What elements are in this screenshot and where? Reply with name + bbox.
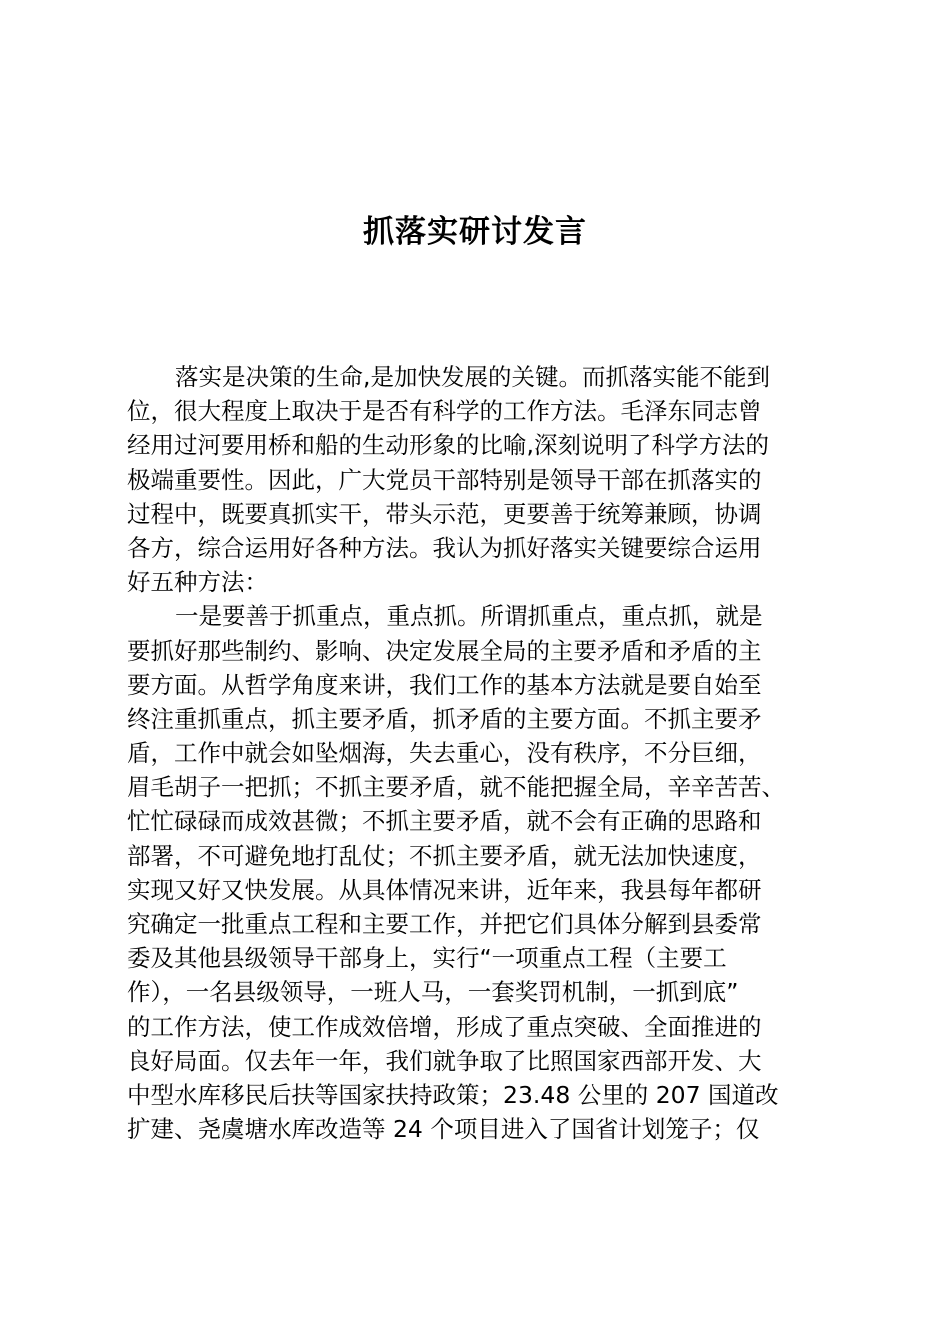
paragraph-line: 一是要善于抓重点，重点抓。所谓抓重点，重点抓，就是 (175, 602, 763, 631)
paragraph-line: 部署，不可避免地打乱仗；不抓主要矛盾，就无法加快速度， (127, 841, 762, 870)
paragraph-line: 要抓好那些制约、影响、决定发展全局的主要矛盾和矛盾的主 (127, 636, 762, 665)
paragraph-line: 实现又好又快发展。从具体情况来讲，近年来，我县每年都研 (127, 875, 762, 904)
paragraph-line: 忙忙碌碌而成效甚微；不抓主要矛盾，就不会有正确的思路和 (127, 807, 762, 836)
paragraph-line: 良好局面。仅去年一年，我们就争取了比照国家西部开发、大 (127, 1046, 762, 1075)
paragraph-line: 作），一名县级领导，一班人马，一套奖罚机制，一抓到底” (127, 978, 739, 1007)
document-title: 抓落实研讨发言 (363, 214, 587, 250)
paragraph-line: 眉毛胡子一把抓；不抓主要矛盾，就不能把握全局，辛辛苦苦、 (127, 773, 785, 802)
paragraph-line: 扩建、尧虞塘水库改造等 24 个项目进入了国省计划笼子；仅 (127, 1115, 760, 1144)
paragraph-line: 极端重要性。因此，广大党员干部特别是领导干部在抓落实的 (127, 465, 762, 494)
paragraph-line: 盾，工作中就会如坠烟海，失去重心，没有秩序，不分巨细， (127, 739, 762, 768)
paragraph-line: 究确定一批重点工程和主要工作，并把它们具体分解到县委常 (127, 910, 762, 938)
paragraph-line: 中型水库移民后扶等国家扶持政策；23.48 公里的 207 国道改 (127, 1080, 779, 1109)
paragraph-line: 的工作方法，使工作成效倍增，形成了重点突破、全面推进的 (127, 1012, 762, 1041)
paragraph-line: 好五种方法： (127, 568, 268, 597)
paragraph-line: 过程中，既要真抓实干，带头示范，更要善于统筹兼顾，协调 (127, 499, 762, 528)
paragraph-line: 终注重抓重点，抓主要矛盾，抓矛盾的主要方面。不抓主要矛 (127, 704, 762, 733)
document-body (127, 360, 835, 1146)
paragraph-line: 各方，综合运用好各种方法。我认为抓好落实关键要综合运用 (127, 533, 762, 562)
paragraph-line: 经用过河要用桥和船的生动形象的比喻,深刻说明了科学方法的 (127, 431, 769, 460)
paragraph-line: 委及其他县级领导干部身上，实行“一项重点工程（主要工 (127, 944, 727, 973)
paragraph-line: 位，很大程度上取决于是否有科学的工作方法。毛泽东同志曾 (127, 397, 762, 426)
paragraph-line: 落实是决策的生命,是加快发展的关键。而抓落实能不能到 (175, 363, 770, 391)
paragraph-line: 要方面。从哲学角度来讲，我们工作的基本方法就是要自始至 (127, 670, 762, 699)
